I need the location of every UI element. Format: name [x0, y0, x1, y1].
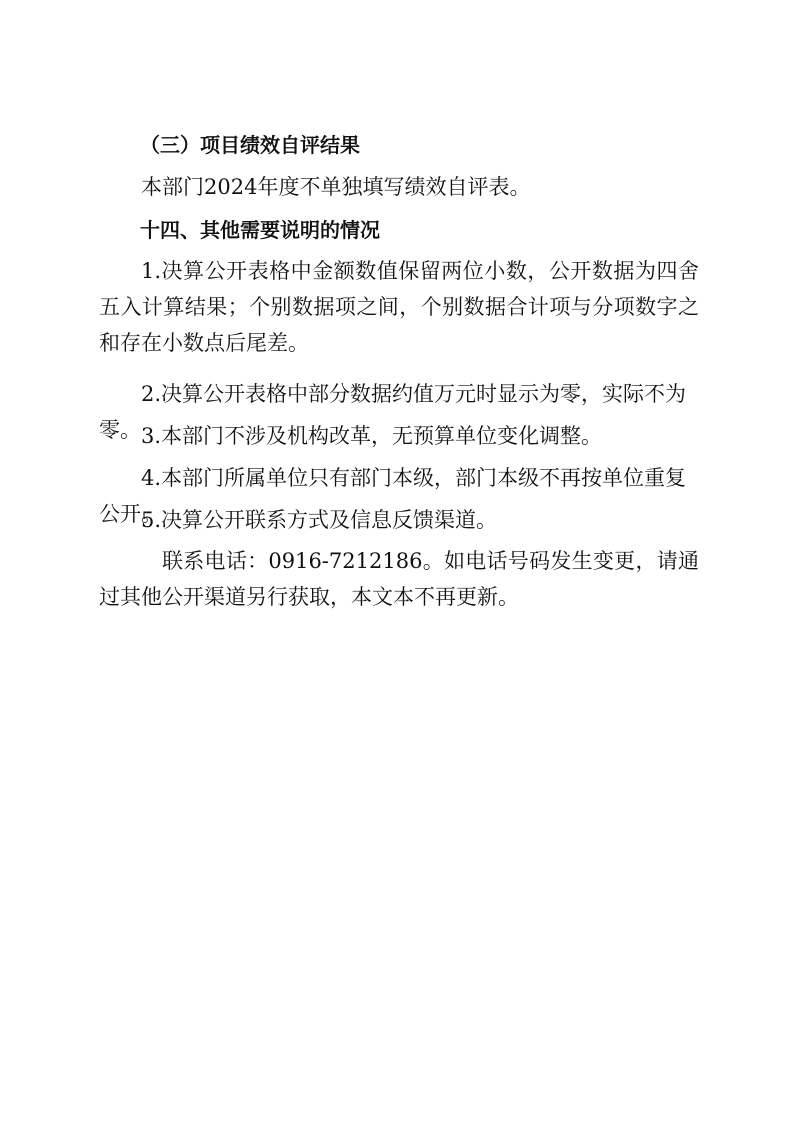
- note-item-5: 5.决算公开联系方式及信息反馈渠道。: [141, 508, 498, 532]
- note-item-4: 4.本部门所属单位只有部门本级，部门本级不再按单位重复公开。: [99, 466, 687, 526]
- note-item-3: 3.本部门不涉及机构改革，无预算单位变化调整。: [141, 424, 603, 448]
- section-heading-other-notes: 十四、其他需要说明的情况: [140, 218, 380, 242]
- subheading-project-performance: （三）项目绩效自评结果: [140, 133, 360, 157]
- note-item-1: 1.决算公开表格中金额数值保留两位小数，公开数据为四舍五入计算结果；个别数据项之间，个别数据合计项与分项数字之和存在小数点后尾差。: [99, 259, 699, 355]
- paragraph-self-evaluation: 本部门2024年度不单独填写绩效自评表。: [141, 175, 531, 199]
- note-item-2: 2.决算公开表格中部分数据约值万元时显示为零，实际不为零。: [99, 382, 687, 442]
- contact-info-paragraph: 联系电话：0916-7212186。如电话号码发生变更，请通过其他公开渠道另行获取，本文本不再更新。: [99, 549, 699, 609]
